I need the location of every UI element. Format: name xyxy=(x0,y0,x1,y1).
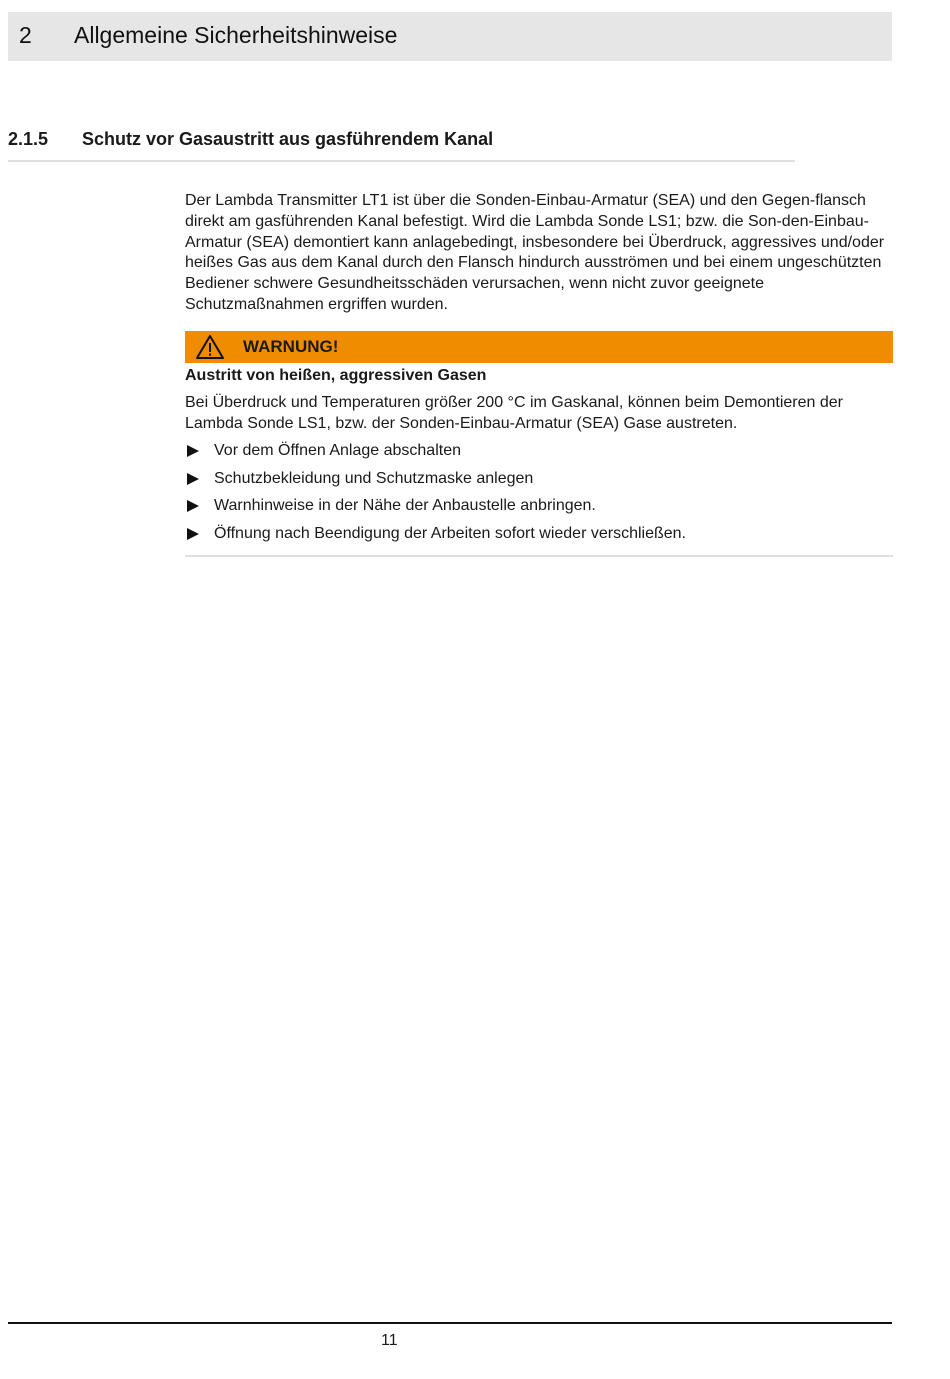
warning-triangle-icon xyxy=(195,334,225,360)
body-paragraph: Der Lambda Transmitter LT1 ist über die Sonden-Einbau-Armatur (SEA) und den Gegen-flansch direkt am gasführenden Kanal befestigt. Wird die Lambda Sonde LS1; bzw. die Son-den-Einbau-Armatur (SEA) demontiert kann anlagebedingt, insbesondere bei Überdruck, aggressives und/oder heißes Gas aus dem Kanal durch den Flansch hindurch ausströmen und bei einem ungeschützten Bediener schwere Gesundheitsschäden verursachen, wenn nicht zuvor geeignete Schutzmaßnahmen ergriffen wurden. xyxy=(185,192,885,313)
section-divider xyxy=(8,160,795,162)
warning-end-divider xyxy=(185,555,893,557)
chapter-number: 2 xyxy=(19,22,32,48)
warning-label: WARNUNG! xyxy=(243,337,339,356)
warning-heading: Austritt von heißen, aggressiven Gasen xyxy=(185,367,487,384)
list-item xyxy=(185,523,893,551)
section-number: 2.1.5 xyxy=(8,129,49,149)
list-item xyxy=(185,440,893,468)
step-text: Schutzbekleidung und Schutzmaske anlegen xyxy=(214,469,534,487)
page-number: 11 xyxy=(381,1332,398,1349)
step-text: Warnhinweise in der Nähe der Anbaustelle anbringen. xyxy=(214,497,596,515)
warning-banner xyxy=(185,331,893,363)
section-title: Schutz vor Gasaustritt aus gasführendem Kanal xyxy=(82,129,494,149)
chapter-title: Allgemeine Sicherheitshinweise xyxy=(74,22,398,48)
step-text: Vor dem Öffnen Anlage abschalten xyxy=(214,442,461,459)
arrow-right-icon xyxy=(187,528,199,540)
list-item xyxy=(185,495,893,523)
list-item xyxy=(185,468,893,496)
arrow-right-icon xyxy=(187,500,199,512)
arrow-right-icon xyxy=(187,473,199,485)
step-text: Öffnung nach Beendigung der Arbeiten sofort wieder verschließen. xyxy=(214,524,686,542)
warning-text: Bei Überdruck und Temperaturen größer 200 °C im Gaskanal, können beim Demontieren der Lambda Sonde LS1, bzw. der Sonden-Einbau-Armatur (SEA) Gase austreten. xyxy=(185,394,843,432)
arrow-right-icon xyxy=(187,445,199,457)
warning-steps xyxy=(185,440,893,550)
chapter-header xyxy=(8,12,892,61)
footer-divider xyxy=(8,1322,892,1324)
